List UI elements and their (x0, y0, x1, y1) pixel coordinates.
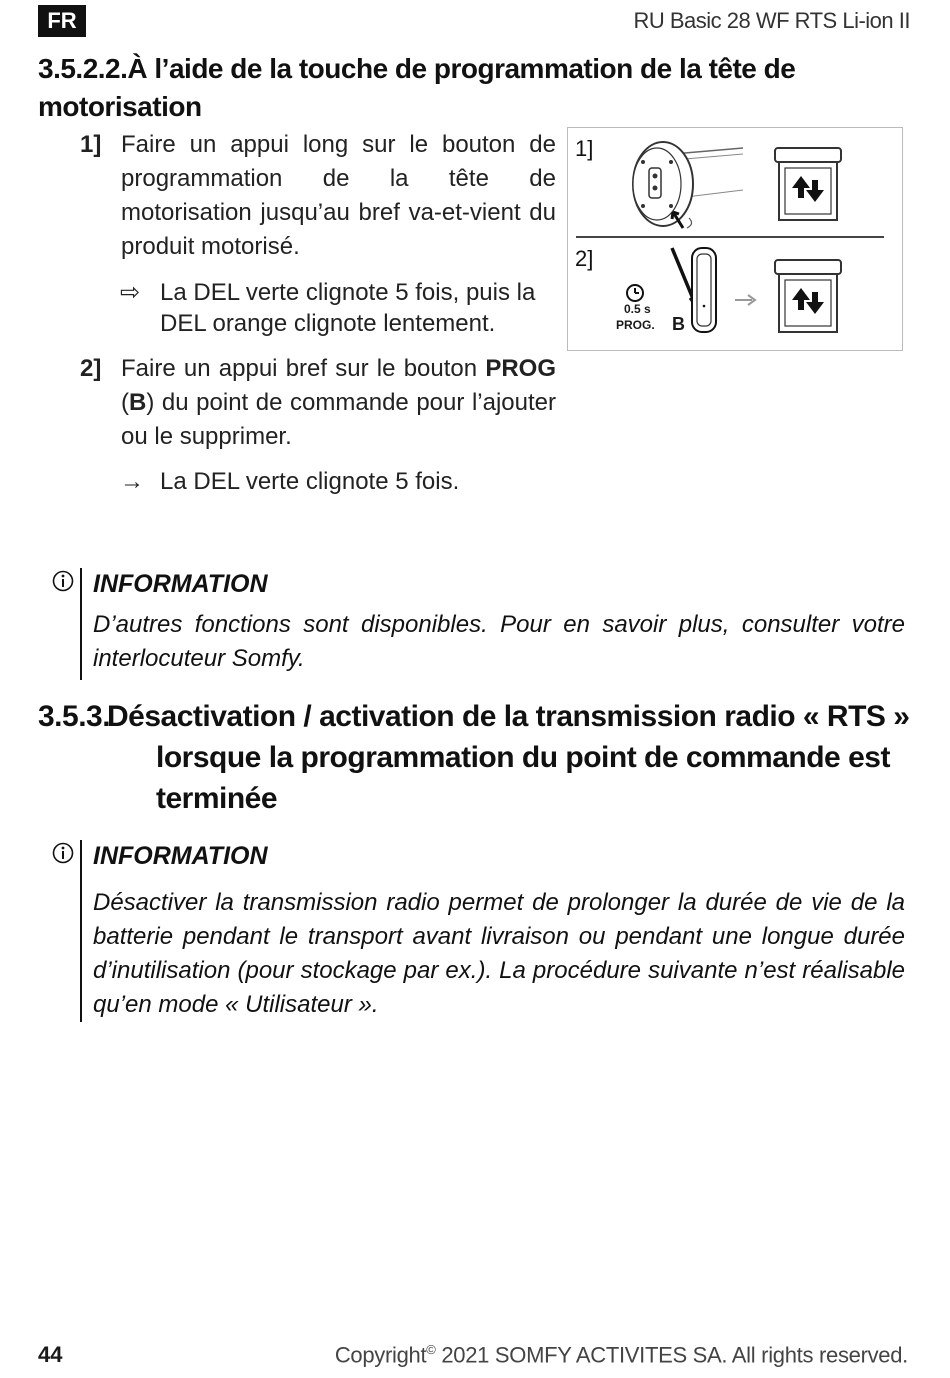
result-arrow-icon: ⇨ (120, 279, 141, 306)
step-1 (80, 128, 556, 264)
section-heading: 3.5.2.2.À l’aide de la touche de programmation de la tête de motorisation (38, 53, 796, 122)
info-title: INFORMATION (93, 570, 268, 598)
step-text: Faire un appui bref sur le bouton PROG (B) du point de commande pour l’ajouter ou le supprimer. (121, 355, 556, 450)
programming-illustration (567, 127, 903, 351)
step-2 (80, 352, 556, 454)
shutter-updown-icon (773, 258, 843, 336)
b-keyword: B (129, 389, 147, 416)
figure-label-1: 1] (575, 136, 594, 161)
info-body: D’autres fonctions sont disponibles. Pour en savoir plus, consulter votre interlocuteur Somfy. (93, 611, 905, 672)
info-title: INFORMATION (93, 842, 268, 870)
info-bar (80, 840, 82, 1022)
prog-keyword: PROG (485, 355, 556, 382)
information-box-1 (50, 568, 906, 680)
result-text: La DEL verte clignote 5 fois, puis la DEL orange clignote lentement. (160, 279, 536, 337)
info-body: Désactiver la transmission radio permet de prolonger la durée de vie de la batterie pendant le transport avant livraison ou pendant une longue durée d’inutilisation (pour stockage par ex.). La procédure suivante n’est réalisable qu’en mode « Utilisateur ». (93, 889, 905, 1018)
time-label: 0.5 s (624, 302, 651, 316)
information-box-2 (50, 840, 906, 1022)
right-arrow-icon (734, 292, 758, 308)
timer-icon (624, 282, 646, 304)
step-text: Faire un appui long sur le bouton de programmation de la tête de motorisation jusqu’au bref va-et-vient du produit motorisé. (121, 131, 556, 260)
figure-label-2: 2] (575, 246, 594, 271)
info-bar (80, 568, 82, 680)
language-badge: FR (38, 5, 86, 37)
button-b-label: B (672, 314, 685, 334)
motor-head-icon (623, 132, 753, 234)
info-icon (52, 570, 74, 592)
subsection-number: 3.5.3. (38, 700, 111, 733)
prog-label: PROG. (616, 318, 655, 332)
subsection-title-line2: lorsque la programmation du point de commande est terminée (156, 741, 890, 815)
result-arrow-icon: → (120, 468, 144, 495)
page-number: 44 (38, 1342, 63, 1367)
step-1-result (120, 277, 556, 339)
subsection-title-line1: Désactivation / activation de la transmission radio « RTS » (107, 700, 910, 733)
copyright-notice: Copyright© 2021 SOMFY ACTIVITES SA. All rights reserved. (334, 1342, 908, 1368)
step-2-result (120, 466, 556, 497)
document-title: RU Basic 28 WF RTS Li-ion II (633, 8, 910, 33)
result-text: La DEL verte clignote 5 fois. (160, 468, 460, 495)
info-icon (52, 842, 74, 864)
step-number: 1] (80, 131, 102, 158)
figure-divider (576, 236, 884, 238)
step-number: 2] (80, 355, 102, 382)
shutter-updown-icon (773, 146, 843, 224)
remote-control-icon (668, 242, 722, 338)
